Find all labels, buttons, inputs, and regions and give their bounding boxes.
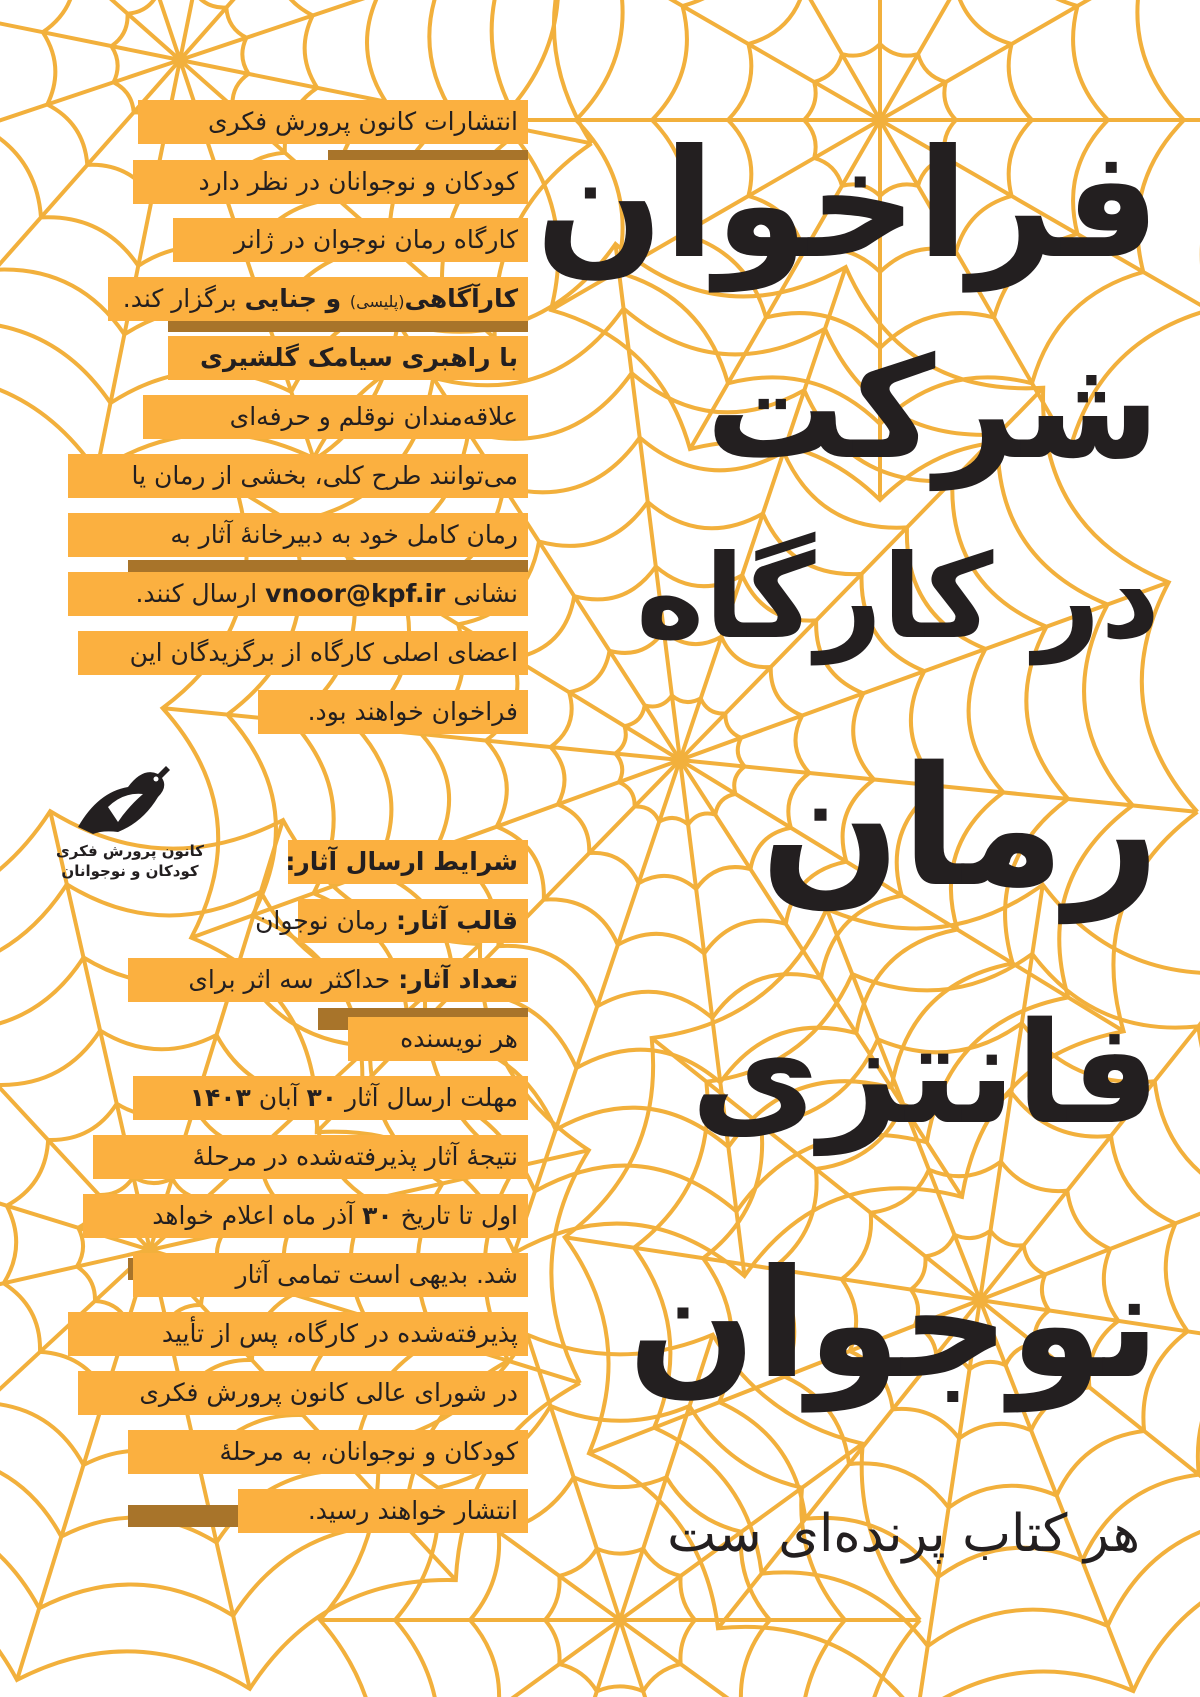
title-line-5: فانتزی <box>690 993 1160 1156</box>
web-spoke <box>551 0 880 120</box>
email-link[interactable]: vnoor@kpf.ir <box>265 579 446 608</box>
tagline: هر کتاب پرنده‌ای ست <box>667 1504 1140 1564</box>
intro-line-11: فراخوان خواهند بود. <box>258 690 528 734</box>
intro-line-9-pre: نشانی <box>445 579 518 608</box>
result-line-6: کودکان و نوجوانان، به مرحلهٔ <box>128 1430 528 1474</box>
result-line-2 <box>83 1194 528 1238</box>
intro-line-3: کارگاه رمان نوجوان در ژانر <box>173 218 528 262</box>
deadline-pre: مهلت ارسال آثار <box>337 1083 518 1112</box>
result-line-7: انتشار خواهند رسید. <box>238 1489 528 1533</box>
web-spoke <box>0 0 180 60</box>
genre-paren: (پلیسی) <box>349 292 405 311</box>
intro-line-1: انتشارات کانون پرورش فکری <box>138 100 528 144</box>
count-value: حداکثر سه اثر برای <box>188 965 399 994</box>
result-day: ۳۰ <box>362 1201 393 1230</box>
intro-line-5-mentor: با راهبری سیامک گلشیری <box>168 336 528 380</box>
intro-line-9 <box>68 572 528 616</box>
conditions-heading: شرایط ارسال آثار: <box>288 840 528 884</box>
genre-detective: کارآگاهی <box>404 284 518 313</box>
intro-line-6: علاقه‌مندان نوقلم و حرفه‌ای <box>143 395 528 439</box>
web-spoke <box>880 0 1200 120</box>
intro-line-2: کودکان و نوجوانان در نظر دارد <box>133 160 528 204</box>
intro-line-10: اعضای اصلی کارگاه از برگزیدگان این <box>78 631 528 675</box>
result-line-2-post: آذر ماه اعلام خواهد <box>152 1201 363 1230</box>
logo-text-line-1: کانون پرورش فکری <box>56 842 204 860</box>
title-line-6: نوجوان <box>628 1238 1160 1412</box>
logo-text-line-2: کودکان و نوجوانان <box>61 862 199 880</box>
title-line-2: شرکت <box>705 328 1160 491</box>
genre-crime: و جنایی <box>244 284 350 313</box>
title-line-3: در کارگاه <box>636 530 1160 665</box>
result-line-4: پذیرفته‌شده در کارگاه، پس از تأیید <box>68 1312 528 1356</box>
count-label: تعداد آثار: <box>398 965 518 994</box>
deadline-day: ۳۰ <box>306 1083 338 1112</box>
deadline-year: ۱۴۰۳ <box>189 1083 251 1112</box>
intro-line-7: می‌توانند طرح کلی، بخشی از رمان یا <box>68 454 528 498</box>
intro-line-9-post: ارسال کنند. <box>135 579 266 608</box>
format-label: قالب آثار: <box>395 906 518 935</box>
web-spoke <box>180 0 578 60</box>
result-line-3: شد. بدیهی است تمامی آثار <box>133 1253 528 1297</box>
format-value: رمان نوجوان <box>255 906 396 935</box>
result-line-1: نتیجهٔ آثار پذیرفته‌شده در مرحلهٔ <box>93 1135 528 1179</box>
result-line-2-pre: اول تا تاریخ <box>392 1201 518 1230</box>
deadline-line <box>133 1076 528 1120</box>
title-line-1: فراخوان <box>535 118 1160 292</box>
format-line <box>255 899 528 943</box>
intro-line-8: رمان کامل خود به دبیرخانهٔ آثار به <box>68 513 528 557</box>
title-line-4: رمان <box>760 731 1160 923</box>
count-line-2: هر نویسنده <box>348 1017 528 1061</box>
count-line <box>128 958 528 1002</box>
intro-line-4 <box>108 277 528 321</box>
intro-line-4-rest: برگزار کند. <box>122 284 245 313</box>
result-line-5: در شورای عالی کانون پرورش فکری <box>78 1371 528 1415</box>
deadline-month: آبان <box>250 1083 307 1112</box>
